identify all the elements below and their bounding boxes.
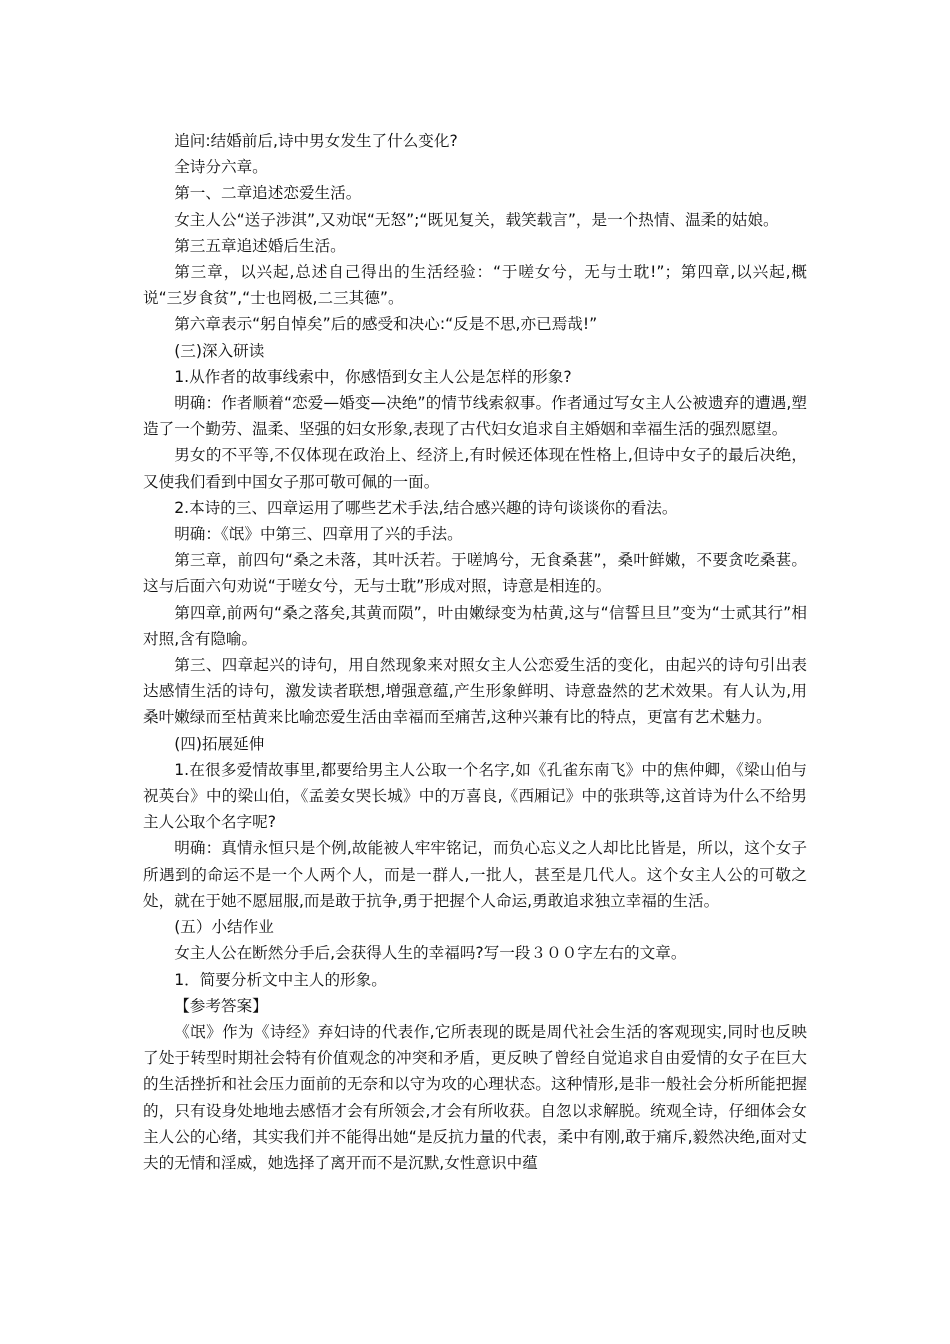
document-page bbox=[143, 128, 807, 1176]
paragraph: 第三章，前四句“桑之未落，其叶沃若。于嗟鸠兮，无食桑葚”，桑叶鲜嫩，不要贪吃桑葚。这与后面六句劝说“于嗟女兮，无与士耽”形成对照，诗意是相连的。 bbox=[143, 551, 807, 596]
question: 2.本诗的三、四章运用了哪些艺术手法,结合感兴趣的诗句谈谈你的看法。 bbox=[174, 498, 678, 517]
question: 1.在很多爱情故事里,都要给男主人公取一个名字,如《孔雀东南飞》中的焦仲卿，《梁山伯与祝英台》中的梁山伯，《孟姜女哭长城》中的万喜良,《西厢记》中的张珙等,这首诗为什么不给男主人公取个名字呢? bbox=[143, 760, 807, 832]
paragraph: 追问:结婚前后,诗中男女发生了什么变化? bbox=[174, 132, 458, 150]
question: 1.从作者的故事线索中，你感悟到女主人公是怎样的形象? bbox=[174, 367, 572, 386]
paragraph: 第三章，以兴起,总述自己得出的生活经验：“于嗟女兮，无与士耽!”；第四章,以兴起,概说“三岁食贫”,“士也罔极,二三其德”。 bbox=[143, 263, 807, 308]
paragraph: 明确：《氓》中第三、四章用了兴的手法。 bbox=[174, 525, 463, 544]
paragraph: 男女的不平等,不仅体现在政治上、经济上,有时候还体现在性格上,但诗中女子的最后决绝，又使我们看到中国女子那可敬可佩的一面。 bbox=[143, 446, 807, 491]
paragraph: 全诗分六章。 bbox=[174, 158, 268, 177]
section-heading: (五）小结作业 bbox=[174, 918, 274, 937]
paragraph: 第六章表示“躬自悼矣”后的感受和决心:“反是不思,亦已焉哉!” bbox=[174, 315, 598, 334]
paragraph: 女主人公“送子涉淇”,又劝氓“无怒”;“既见复关，载笑载言”，是一个热情、温柔的姑娘。 bbox=[174, 210, 779, 229]
section-heading: (三)深入研读 bbox=[174, 341, 265, 360]
paragraph: 明确：真情永恒只是个例,故能被人牢牢铭记，而负心忘义之人却比比皆是，所以，这个女子所遇到的命运不是一个人两个人，而是一群人,一批人，甚至是几代人。这个女主人公的可敬之处，就在于她不愿屈服,而是敢于抗争,勇于把握个人命运,勇敢追求独立幸福的生活。 bbox=[143, 839, 807, 910]
paragraph: 《氓》作为《诗经》弃妇诗的代表作,它所表现的既是周代社会生活的客观现实,同时也反映了处于转型时期社会特有价值观念的冲突和矛盾，更反映了曾经自觉追求自由爱情的女子在巨大的生活挫折和社会压力面前的无奈和以守为攻的心理状态。这种情形,是非一般社会分析所能把握的，只有设身处地地去感悟才会有所领会,才会有所收获。自忽以求解脱。统观全诗，仔细体会女主人公的心绪，其实我们并不能得出她“是反抗力量的代表，柔中有刚,敢于痛斥,毅然决绝,面对丈夫的无情和淫威，她选择了离开而不是沉默,女性意识中蕴 bbox=[143, 1022, 807, 1172]
paragraph: 第三五章追述婚后生活。 bbox=[174, 236, 346, 255]
paragraph: 明确：作者顺着“恋爱—婚变—决绝”的情节线索叙事。作者通过写女主人公被遗弃的遭遇,塑造了一个勤劳、温柔、坚强的妇女形象,表现了古代妇女追求自主婚姻和幸福生活的强烈愿望。 bbox=[143, 394, 807, 439]
answer-heading: 【参考答案】 bbox=[174, 996, 268, 1015]
question: 1．简要分析文中主人的形象。 bbox=[174, 970, 387, 989]
paragraph: 第三、四章起兴的诗句，用自然现象来对照女主人公恋爱生活的变化，由起兴的诗句引出表达感情生活的诗句，激发读者联想,增强意蕴,产生形象鲜明、诗意盎然的艺术效果。有人认为,用桑叶嫩绿而至枯黄来比喻恋爱生活由幸福而至痛苦,这种兴兼有比的特点，更富有艺术魅力。 bbox=[143, 656, 807, 727]
paragraph: 女主人公在断然分手后,会获得人生的幸福吗?写一段３００字左右的文章。 bbox=[174, 944, 687, 963]
paragraph: 第一、二章追述恋爱生活。 bbox=[174, 184, 362, 203]
paragraph: 第四章,前两句“桑之落矣,其黄而陨”，叶由嫩绿变为枯黄,这与“信誓旦旦”变为“士贰其行”相对照,含有隐喻。 bbox=[143, 603, 807, 648]
section-heading: (四)拓展延伸 bbox=[174, 734, 265, 753]
